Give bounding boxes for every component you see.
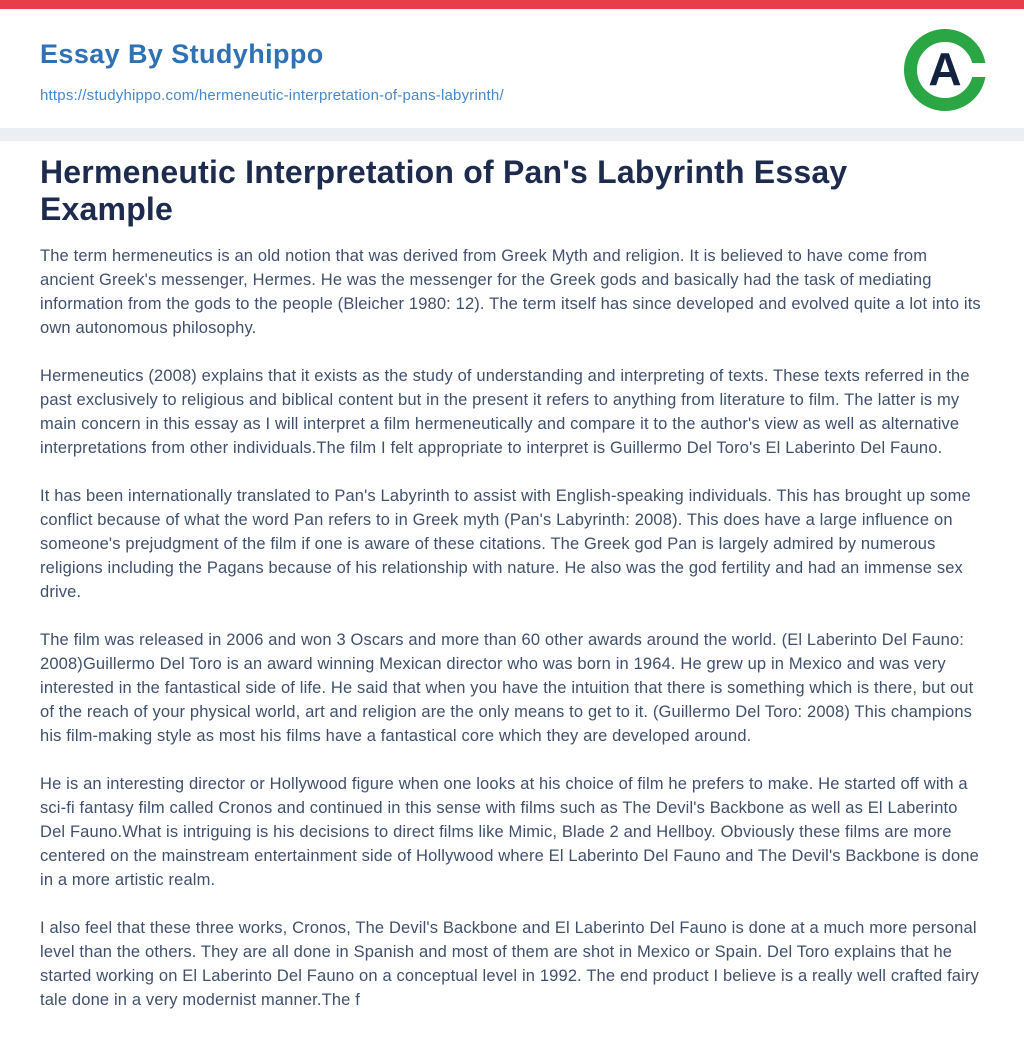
essay-paragraph: The film was released in 2006 and won 3 Oscars and more than 60 other awards around the world. (El Laberinto Del Fauno: 2008)Guillermo Del Toro is an award winning Mexican director who was born in 1964. He grew up in Mexico and was very interested in the fantastical side of life. He said that when you have the intuition that there is something which is there, but out of the reach of your physical world, art and religion are the only means to get to it. (Guillermo Del Toro: 2008) This champions his film-making style as most his films have a fantastical core which they are developed around. xyxy=(40,631,974,745)
essay-title: Hermeneutic Interpretation of Pan's Labyrinth Essay Example xyxy=(40,154,848,227)
source-url-link[interactable]: https://studyhippo.com/hermeneutic-interpretation-of-pans-labyrinth/ xyxy=(40,87,504,104)
site-header xyxy=(0,9,1024,128)
logo-letter-a: A xyxy=(928,43,962,95)
essay-paragraph: Hermeneutics (2008) explains that it exists as the study of understanding and interpreting of texts. These texts referred in the past exclusively to religious and biblical content but in the present it refers to anything from literature to film. The latter is my main concern in this essay as I will interpret a film hermeneutically and compare it to the author's view as well as alternative interpretations from other individuals.The film I felt appropriate to interpret is Guillermo Del Toro's El Laberinto Del Fauno. xyxy=(40,367,970,457)
site-title: Essay By Studyhippo xyxy=(40,39,324,69)
essay-paragraph: I also feel that these three works, Cronos, The Devil's Backbone and El Laberinto Del Fauno is done at a much more personal level than the others. They are all done in Spanish and most of them are shot in Mexico or Spain. Del Toro explains that he started working on El Laberinto Del Fauno on a conceptual level in 1992. The end product I believe is a really well crafted fairy tale done in a very modernist manner.The f xyxy=(40,919,979,1009)
top-accent-bar xyxy=(0,0,1024,9)
essay-content xyxy=(0,141,1024,1061)
studyhippo-logo xyxy=(904,29,986,111)
essay-paragraph: The term hermeneutics is an old notion that was derived from Greek Myth and religion. It is believed to have come from ancient Greek's messenger, Hermes. He was the messenger for the Greek gods and basically had the task of mediating information from the gods to the people (Bleicher 1980: 12). The term itself has since developed and evolved quite a lot into its own autonomous philosophy. xyxy=(40,247,981,337)
essay-paragraph: It has been internationally translated to Pan's Labyrinth to assist with English-speaking individuals. This has brought up some conflict because of what the word Pan refers to in Greek myth (Pan's Labyrinth: 2008). This does have a large influence on someone's prejudgment of the film if one is aware of these citations. The Greek god Pan is largely admired by numerous religions including the Pagans because of his relationship with nature. He also was the god fertility and had an immense sex drive. xyxy=(40,487,971,601)
essay-paragraph: He is an interesting director or Hollywood figure when one looks at his choice of film he prefers to make. He started off with a sci-fi fantasy film called Cronos and continued in this sense with films such as The Devil's Backbone as well as El Laberinto Del Fauno.What is intriguing is his decisions to direct films like Mimic, Blade 2 and Hellboy. Obviously these films are more centered on the mainstream entertainment side of Hollywood where El Laberinto Del Fauno and The Devil's Backbone is done in a more artistic realm. xyxy=(40,775,979,889)
